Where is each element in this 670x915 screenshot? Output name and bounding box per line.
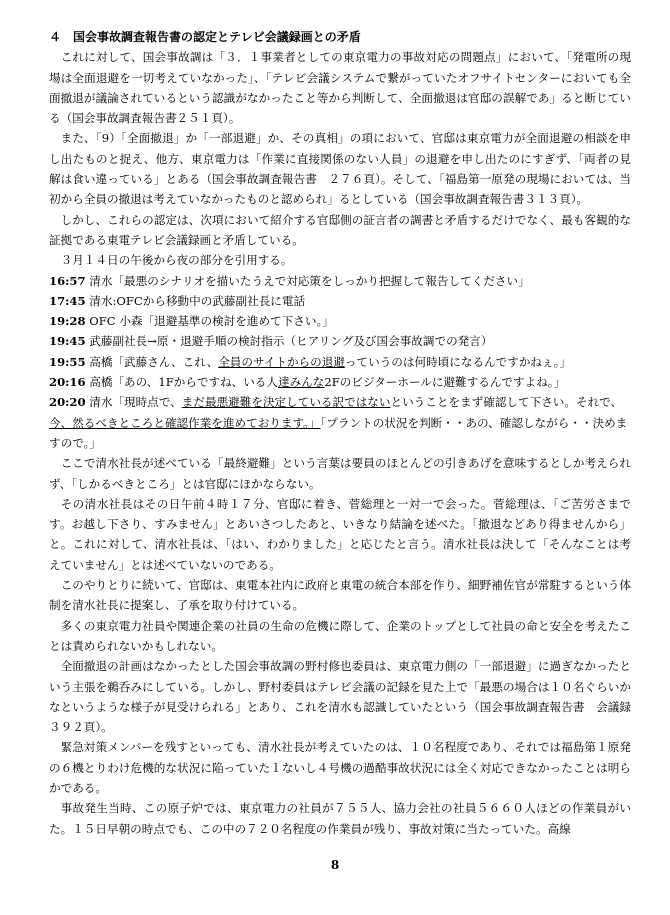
log-text: 高橋「武藤さん、これ、 — [89, 354, 219, 369]
log-text: 武藤副社長→原・退避手順の検討指示（ヒアリング及び国会事故調での発言） — [89, 334, 493, 349]
paragraph-8: 多くの東京電力社員や関連企業の社員の生命の危機に際して、企業のトップとして社員の命と安全を考えたことは責められないかもしれない。 — [49, 618, 631, 653]
log-text: 清水「最悪のシナリオを描いたうえで対応策をしっかり把握して報告してください」 — [89, 273, 530, 288]
document-body — [49, 27, 643, 839]
log-time: 16:57 — [49, 273, 86, 288]
log-text: ということをまず確認して下さい。それで、 — [390, 395, 623, 410]
log-text: っていうのは何時頃になるんですかねぇ。」 — [344, 354, 571, 369]
underlined-text: 今、然るべきところと確認作業を進めております。」 — [49, 415, 321, 430]
log-entry-7 — [49, 392, 631, 453]
log-text: 高橋「あの、1Fからですね、いる人 — [89, 375, 278, 390]
paragraph-3: しかし、これらの認定は、次項において紹介する官邸側の証言者の調書と矛盾するだけでなく、最も客観的な証拠である東電テレビ会議録画と矛盾している。 — [49, 212, 631, 247]
log-time: 20:16 — [49, 375, 86, 390]
log-text: 清水「現時点で、 — [89, 395, 182, 410]
paragraph-11: 事故発生当時、この原子炉では、東京電力の社員が７５５人、協力会社の社員５６６０人ほどの作業員がいた。１５日早朝の時点でも、この中の７２０名程度の作業員が残り、事故対策に当たっていた。高線 — [49, 801, 631, 836]
log-time: 20:20 — [49, 395, 86, 410]
log-entry-6 — [49, 372, 631, 392]
paragraph-6: その清水社長はその日午前４時１７分、官邸に着き、菅総理と一対一で会った。菅総理は、「ご苦労さまです。お越し下さり、すみません」とあいさつしたあと、いきなり結論を述べた。「撤退などあり得ませんから」と。これに対して、清水社長は、「はい、わかりました」と応じたと言う。清水社長は決して「そんなことは考えていません」とは述べていないのである。 — [49, 496, 631, 572]
paragraph-5: ここで清水社長が述べている「最終避難」という言葉は要員のほとんどの引きあげを意味するとしか考えられず、「しかるべきところ」とは官邸にほかならない。 — [49, 456, 631, 491]
page-number: 8 — [330, 858, 340, 872]
log-text: 2Fのビジターホールに避難するんですよね。」 — [324, 375, 566, 390]
log-text: OFC 小森「退避基準の検討を進めて下さい。」 — [89, 314, 334, 329]
log-entry-5 — [49, 352, 631, 372]
log-time: 19:28 — [49, 314, 86, 329]
log-text: 「プラントの状況を判断・・あの、確認しながら・・決めますので。」 — [49, 415, 628, 450]
underlined-text: まだ最悪避難を決定している訳ではない — [181, 395, 391, 410]
paragraph-9: 全面撤退の計画はなかったとした国会事故調の野村修也委員は、東京電力側の「一部退避」に過ぎなかったという主張を鵜呑みにしている。しかし、野村委員はテレビ会議の記録を見た上で「最悪の場合は１０名ぐらいかなというような様子が見受けられる」とあり、これを清水も認識していたという（国会事故調査報告書 会議録 ３９２頁）。 — [49, 659, 643, 735]
log-time: 19:45 — [49, 334, 86, 349]
log-entry-2 — [49, 291, 631, 311]
log-time: 19:55 — [49, 354, 86, 369]
paragraph-7: このやりとりに続いて、官邸は、東電本社内に政府と東電の統合本部を作り、細野補佐官が常駐するという体制を清水社長に提案し、了承を取り付けている。 — [49, 578, 631, 613]
paragraph-10: 緊急対策メンバーを残すといっても、清水社長が考えていたのは、１０名程度であり、それでは福島第１原発の６機とりわけ危機的な状況に陥っていた１ないし４号機の過酷事故状況には全く対応できなかったことは明らかである。 — [49, 740, 631, 795]
underlined-text: 達みんな — [278, 375, 325, 390]
underlined-text: 全員のサイトからの退避 — [218, 354, 345, 369]
log-entry-3 — [49, 311, 631, 331]
paragraph-2: また、「9）「全面撤退」か「一部退避」か、その真相」の項において、官邸は東京電力が全面退避の相談を申し出たものと捉え、他方、東京電力は「作業に直接関係のない人員」の退避を申し出たのにすぎず、「両者の見解は食い違っている」とある（国会事故調査報告書 ２７６頁）。そして、「福島第一原発の現場においては、当初から全員の撤退は考えていなかったものと認められ」るとしている（国会事故調査報告書３１３頁）。 — [49, 131, 631, 207]
paragraph-4: ３月１４日の午後から夜の部分を引用する。 — [60, 253, 293, 268]
log-text: 清水:OFCから移動中の武藤副社長に電話 — [89, 293, 306, 308]
log-entry-1 — [49, 271, 631, 291]
log-entry-4 — [49, 331, 631, 351]
paragraph-1: これに対して、国会事故調は「３．１事業者としての東京電力の事故対応の問題点」において、「発電所の現場は全面退避を一切考えていなかった」、「テレビ会議システムで繋がっていたオフサイトセンターにおいても全面撤退が議論されているという認識がなかったこと等から判断して、全面撤退は官邸の誤解であ」ると断じている（国会事故調査報告書２５１頁）。 — [49, 50, 631, 126]
section-heading: ４ 国会事故調査報告書の認定とテレビ会議録画との矛盾 — [49, 30, 361, 44]
log-time: 17:45 — [49, 293, 86, 308]
